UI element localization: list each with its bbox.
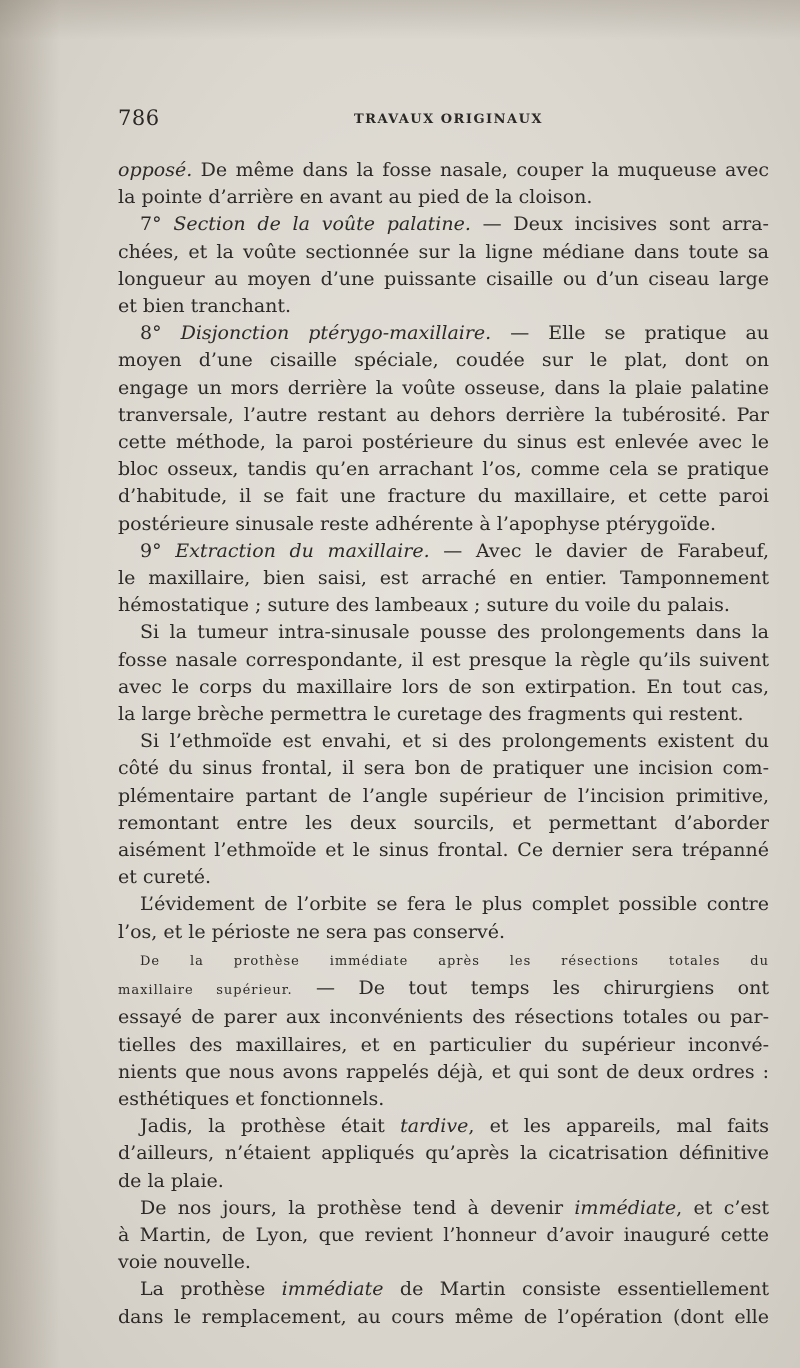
text-line: la large brèche permettra le curetage des fragments qui restent. — [118, 703, 744, 726]
text-line: nients que nous avons rappelés déjà, et qui sont de deux ordres : — [118, 1060, 769, 1083]
text-fragment: Jadis, la prothèse était — [140, 1115, 401, 1138]
text-line: Si la tumeur intra-sinusale pousse des prolongements dans la — [140, 621, 769, 644]
text-line: Si l’ethmoïde est envahi, et si des prolongements existent du — [140, 730, 769, 753]
text-fragment: , et les appareils, mal faits — [468, 1115, 770, 1138]
section-heading-line — [118, 211, 769, 238]
text-line: le maxillaire, bien saisi, est arraché en entier. Tamponnement — [118, 567, 769, 590]
text-line: esthétiques et fonctionnels. — [118, 1087, 385, 1110]
running-title: TRAVAUX ORIGINAUX — [354, 112, 544, 127]
top-shadow — [0, 0, 800, 40]
text-line: avec le corps du maxillaire lors de son extirpation. En tout cas, — [118, 675, 769, 698]
section-number: 7° — [140, 213, 162, 236]
text-line — [118, 975, 769, 1004]
page-header — [118, 106, 768, 136]
text-fragment: De nos jours, la prothèse tend à devenir — [140, 1196, 575, 1219]
text-fragment: , et c’est — [676, 1196, 770, 1219]
text-line: remontant entre les deux sourcils, et permettant d’aborder — [118, 811, 769, 834]
text-line: engage un mors derrière la voûte osseuse, dans la plaie palatine — [118, 376, 769, 399]
text-line: cette méthode, la paroi postérieure du sinus est enlevée avec le — [118, 431, 769, 454]
text-line: hémostatique ; suture des lambeaux ; suture du voile du palais. — [118, 594, 730, 617]
small-caps-heading-line — [118, 946, 769, 975]
text-line — [118, 1195, 769, 1222]
text-fragment: De même dans la fosse nasale, couper la muqueuse avec — [192, 159, 769, 181]
italic-term: immédiate — [574, 1196, 677, 1219]
section-number: 8° — [140, 322, 162, 345]
text-line: longueur au moyen d’une puissante cisaille ou d’un ciseau large — [118, 267, 769, 290]
text-line: d’habitude, il se fait une fracture du maxillaire, et cette paroi — [118, 485, 769, 508]
italic-term: opposé. — [118, 159, 193, 181]
text-line: chées, et la voûte sectionnée sur la ligne médiane dans toute sa — [118, 240, 769, 263]
text-line — [118, 1113, 769, 1140]
section-heading-line — [118, 320, 769, 347]
text-line: L’évidement de l’orbite se fera le plus complet possible contre — [140, 893, 769, 916]
small-caps-heading: maxillaire supérieur. — [118, 983, 293, 999]
italic-term: tardive — [400, 1115, 469, 1138]
text-line: d’ailleurs, n’étaient appliqués qu’après la cicatrisation définitive — [118, 1142, 769, 1165]
section-title: Section de la voûte palatine. — [173, 213, 471, 236]
text-line: aisément l’ethmoïde et le sinus frontal. Ce dernier sera trépanné — [118, 839, 769, 862]
text-line: tranversale, l’autre restant au dehors derrière la tubérosité. Par — [118, 403, 769, 426]
text-line: à Martin, de Lyon, que revient l’honneur d’avoir inauguré cette — [118, 1223, 769, 1246]
text-fragment: de Martin consiste essentiellement — [383, 1278, 769, 1301]
text-line: moyen d’une cisaille spéciale, coudée sur le plat, dont on — [118, 349, 769, 372]
text-line: fosse nasale correspondante, il est presque la règle qu’ils suivent — [118, 648, 769, 671]
text-line — [118, 157, 769, 184]
text-line: postérieure sinusale reste adhérente à l’apophyse ptérygoïde. — [118, 512, 716, 535]
text-fragment: — Elle se pratique au — [491, 322, 770, 345]
text-line: tielles des maxillaires, et en particulier du supérieur inconvé- — [118, 1033, 769, 1056]
page-number: 786 — [118, 106, 160, 130]
body-text — [118, 157, 769, 1331]
section-title: Extraction du maxillaire. — [175, 539, 430, 562]
text-line: dans le remplacement, au cours même de l’opération (dont elle — [118, 1305, 769, 1328]
text-fragment: — Avec le davier de Farabeuf, — [429, 539, 769, 562]
small-caps-heading: De la prothèse immédiate après les résections totales du — [140, 953, 769, 969]
section-number: 9° — [140, 539, 162, 562]
section-heading-line — [118, 538, 769, 565]
text-line: l’os, et le périoste ne sera pas conservé. — [118, 920, 505, 943]
text-fragment: — Deux incisives sont arra- — [470, 213, 769, 236]
text-line: voie nouvelle. — [118, 1251, 251, 1274]
text-line: côté du sinus frontal, il sera bon de pratiquer une incision com- — [118, 757, 769, 780]
italic-term: immédiate — [281, 1278, 384, 1301]
section-title: Disjonction ptérygo-maxillaire. — [180, 322, 492, 345]
text-line: bloc osseux, tandis qu’en arrachant l’os, comme cela se pratique — [118, 458, 769, 481]
text-fragment: La prothèse — [140, 1278, 282, 1301]
text-line: plémentaire partant de l’angle supérieur de l’incision primitive, — [118, 784, 769, 807]
text-line: de la plaie. — [118, 1169, 224, 1192]
text-fragment: — De tout temps les chirurgiens ont — [292, 977, 769, 1000]
text-line: la pointe d’arrière en avant au pied de la cloison. — [118, 186, 593, 209]
gutter-shadow — [0, 0, 60, 1368]
text-line — [118, 1276, 769, 1303]
text-line: essayé de parer aux inconvénients des résections totales ou par- — [118, 1006, 769, 1029]
text-line: et bien tranchant. — [118, 295, 292, 318]
text-line: et cureté. — [118, 866, 212, 889]
